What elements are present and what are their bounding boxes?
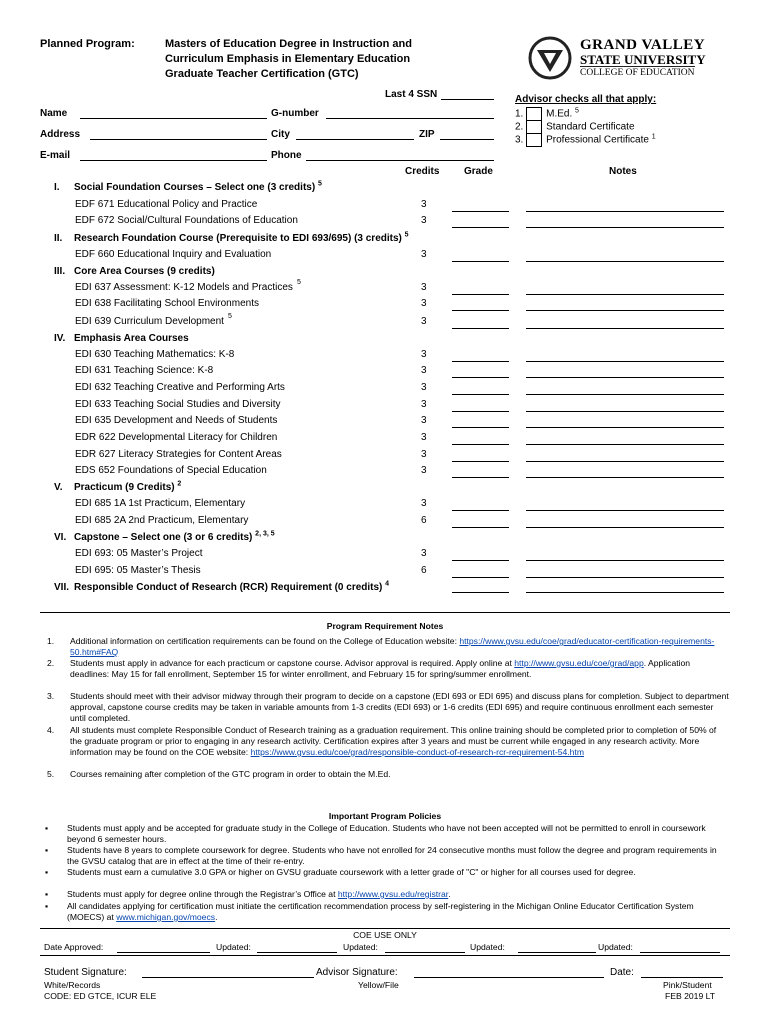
phone-field[interactable] — [306, 160, 494, 161]
bullet-icon: ▪ — [45, 901, 49, 911]
phone-label: Phone — [271, 150, 302, 161]
notes-title: Program Requirement Notes — [326, 621, 444, 631]
bullet-icon: ▪ — [45, 845, 49, 855]
column-credits: Credits — [405, 166, 440, 177]
advisor-box — [512, 94, 726, 146]
advisor-signature-label: Advisor Signature: — [316, 967, 398, 978]
column-notes: Notes — [609, 166, 637, 177]
updated-field[interactable] — [518, 952, 596, 953]
course-credits: 3 — [421, 498, 427, 509]
policies-title: Important Program Policies — [328, 811, 442, 821]
planned-program-label: Planned Program: — [40, 38, 135, 50]
course-name: EDI 638 Facilitating School Environments — [75, 298, 259, 309]
grade-field[interactable] — [452, 427, 509, 428]
advisor-item-standard: 2. Standard Certificate — [515, 121, 635, 133]
course-credits: 3 — [421, 316, 427, 327]
grade-field[interactable] — [452, 328, 509, 329]
course-credits: 3 — [421, 399, 427, 410]
course-credits: 3 — [421, 249, 427, 260]
grade-field[interactable] — [452, 377, 509, 378]
logo-line1: GRAND VALLEY — [580, 37, 706, 53]
notes-field[interactable] — [526, 461, 724, 462]
bullet-icon: ▪ — [45, 867, 49, 877]
coe-updated-label: Updated: — [343, 942, 378, 952]
section-heading: II. Research Foundation Course (Prerequisite to EDI 693/695) (3 credits) $^5$ — [54, 231, 409, 244]
notes-field[interactable] — [526, 510, 724, 511]
coe-use-only: COE USE ONLY — [353, 930, 417, 940]
grade-field[interactable] — [452, 310, 509, 311]
course-credits: 3 — [421, 465, 427, 476]
bullet-icon: ▪ — [45, 823, 49, 833]
course-credits: 3 — [421, 199, 427, 210]
notes-field[interactable] — [526, 560, 724, 561]
grade-field[interactable] — [452, 261, 509, 262]
coe-date-approved-label: Date Approved: — [44, 942, 104, 952]
course-credits: 3 — [421, 282, 427, 293]
course-credits: 3 — [421, 382, 427, 393]
course-name: EDI 633 Teaching Social Studies and Diversity — [75, 399, 281, 410]
grade-field[interactable] — [452, 444, 509, 445]
name-label: Name — [40, 108, 68, 119]
notes-field[interactable] — [526, 394, 724, 395]
notes-field[interactable] — [526, 427, 724, 428]
course-name: EDI 695: 05 Master’s Thesis — [75, 565, 201, 576]
address-label: Address — [40, 129, 81, 140]
grade-field[interactable] — [452, 294, 509, 295]
course-credits: 3 — [421, 415, 427, 426]
notes-field[interactable] — [526, 361, 724, 362]
updated-field[interactable] — [257, 952, 337, 953]
program-title-line2: Curriculum Emphasis in Elementary Education — [165, 53, 411, 65]
notes-field[interactable] — [526, 261, 724, 262]
notes-field[interactable] — [526, 444, 724, 445]
date-field[interactable] — [641, 977, 723, 978]
notes-field[interactable] — [526, 294, 724, 295]
course-name: EDF 660 Educational Inquiry and Evaluation — [75, 249, 272, 260]
updated-field[interactable] — [385, 952, 465, 953]
zip-field[interactable] — [440, 139, 494, 140]
checkbox-med[interactable] — [526, 107, 542, 121]
grade-field[interactable] — [452, 227, 509, 228]
yellow-copy-label: Yellow/File — [358, 980, 399, 990]
course-name: EDR 622 Developmental Literacy for Children — [75, 432, 278, 443]
notes-field[interactable] — [526, 577, 724, 578]
zip-label: ZIP — [419, 129, 435, 140]
ssn-label: Last 4 SSN — [385, 89, 438, 100]
logo-line2: STATE UNIVERSITY — [580, 52, 706, 67]
coe-updated-label: Updated: — [470, 942, 505, 952]
note-link[interactable]: https://www.gvsu.edu/coe/grad/educator-certification-requirements-50.htm#FAQ — [70, 636, 715, 657]
grade-field[interactable] — [452, 510, 509, 511]
section-heading: IV. Emphasis Area Courses — [54, 333, 189, 344]
course-name: EDI 631 Teaching Science: K-8 — [75, 365, 214, 376]
grade-field[interactable] — [452, 577, 509, 578]
notes-field[interactable] — [526, 328, 724, 329]
grade-field[interactable] — [452, 211, 509, 212]
course-name: EDI 693: 05 Master’s Project — [75, 548, 203, 559]
advisor-item-med: 1. M.Ed. $^5$ — [515, 107, 579, 120]
gvsu-logo — [528, 36, 718, 80]
course-credits: 3 — [421, 349, 427, 360]
bullet-icon: ▪ — [45, 889, 49, 899]
divider — [40, 955, 730, 956]
notes-field[interactable] — [526, 310, 724, 311]
section-heading: I. Social Foundation Courses – Select one (3 credits) $^5$ — [54, 180, 322, 193]
section-heading: V. Practicum (9 Credits) $^2$ — [54, 480, 182, 493]
advisor-item-professional: 3. Professional Certificate $^1$ — [515, 133, 656, 146]
course-name: EDI 639 Curriculum Development — [75, 316, 224, 327]
course-credits: 6 — [421, 515, 427, 526]
program-title-line3: Graduate Teacher Certification (GTC) — [165, 68, 359, 80]
city-label: City — [271, 129, 290, 140]
checkbox-standard-certificate[interactable] — [526, 120, 542, 134]
date-label: Date: — [610, 967, 634, 978]
notes-field[interactable] — [526, 411, 724, 412]
address-field[interactable] — [90, 139, 267, 140]
course-name: EDI 632 Teaching Creative and Performing Arts — [75, 382, 285, 393]
note-link[interactable]: http://www.gvsu.edu/coe/grad/app — [514, 658, 644, 668]
divider — [40, 612, 730, 613]
coe-updated-label: Updated: — [216, 942, 251, 952]
course-credits: 6 — [421, 565, 427, 576]
logo-line3: COLLEGE OF EDUCATION — [580, 68, 695, 78]
policy-link[interactable]: http://www.gvsu.edu/registrar — [337, 889, 449, 899]
notes-field[interactable] — [526, 227, 724, 228]
form-version: FEB 2019 LT — [665, 991, 715, 1001]
column-grade: Grade — [464, 166, 493, 177]
section-heading: III. Core Area Courses (9 credits) — [54, 266, 215, 277]
name-field[interactable] — [80, 118, 267, 119]
course-name: EDF 671 Educational Policy and Practice — [75, 199, 258, 210]
course-name: EDI 630 Teaching Mathematics: K-8 — [75, 349, 235, 360]
course-name: EDI 637 Assessment: K-12 Models and Practices — [75, 282, 293, 293]
notes-field[interactable] — [526, 527, 724, 528]
gnumber-label: G-number — [271, 108, 319, 119]
gnumber-field[interactable] — [326, 118, 494, 119]
grade-field[interactable] — [452, 461, 509, 462]
grade-field[interactable] — [452, 477, 509, 478]
notes-field[interactable] — [526, 211, 724, 212]
notes-field[interactable] — [526, 377, 724, 378]
course-name: EDF 672 Social/Cultural Foundations of Education — [75, 215, 298, 226]
course-credits: 3 — [421, 215, 427, 226]
course-name: EDS 652 Foundations of Special Education — [75, 465, 267, 476]
course-credits: 3 — [421, 432, 427, 443]
email-label: E-mail — [40, 150, 71, 161]
ssn-field[interactable] — [441, 99, 494, 100]
advisor-signature-field[interactable] — [414, 977, 604, 978]
section-heading: VI. Capstone – Select one (3 or 6 credits) $^{2, 3, 5}$ — [54, 530, 275, 543]
note-link[interactable]: https://www.gvsu.edu/coe/grad/responsible-conduct-of-research-rcr-requirement-54.htm — [250, 747, 584, 757]
course-name: EDR 627 Literacy Strategies for Content Areas — [75, 449, 282, 460]
grade-field[interactable] — [452, 394, 509, 395]
course-credits: 3 — [421, 548, 427, 559]
grade-field[interactable] — [452, 527, 509, 528]
white-copy-label: White/Records — [44, 980, 101, 990]
date-approved-field[interactable] — [117, 952, 210, 953]
grade-field[interactable] — [452, 560, 509, 561]
form-code: CODE: ED GTCE, ICUR ELE — [44, 991, 157, 1001]
updated-field[interactable] — [640, 952, 720, 953]
checkbox-professional-certificate[interactable] — [526, 133, 542, 147]
grade-field[interactable] — [452, 361, 509, 362]
divider — [40, 928, 730, 929]
course-credits: 3 — [421, 449, 427, 460]
notes-field[interactable] — [526, 477, 724, 478]
policy-link[interactable]: www.michigan.gov/moecs — [116, 912, 216, 922]
student-signature-field[interactable] — [142, 977, 314, 978]
city-field[interactable] — [296, 139, 414, 140]
email-field[interactable] — [80, 160, 267, 161]
course-name: EDI 685 1A 1st Practicum, Elementary — [75, 498, 246, 509]
course-name: EDI 635 Development and Needs of Students — [75, 415, 278, 426]
grade-field[interactable] — [452, 592, 509, 593]
section-heading: VII. Responsible Conduct of Research (RCR) Requirement (0 credits) $^4$ — [54, 580, 390, 593]
course-credits: 3 — [421, 365, 427, 376]
notes-field[interactable] — [526, 592, 724, 593]
gvsu-emblem-icon — [528, 36, 572, 80]
pink-copy-label: Pink/Student — [663, 980, 712, 990]
advisor-title: Advisor checks all that apply: — [515, 94, 657, 105]
coe-updated-label: Updated: — [598, 942, 633, 952]
grade-field[interactable] — [452, 411, 509, 412]
student-signature-label: Student Signature: — [44, 967, 127, 978]
program-title-line1: Masters of Education Degree in Instruction and — [165, 38, 412, 50]
course-name: EDI 685 2A 2nd Practicum, Elementary — [75, 515, 249, 526]
course-credits: 3 — [421, 298, 427, 309]
